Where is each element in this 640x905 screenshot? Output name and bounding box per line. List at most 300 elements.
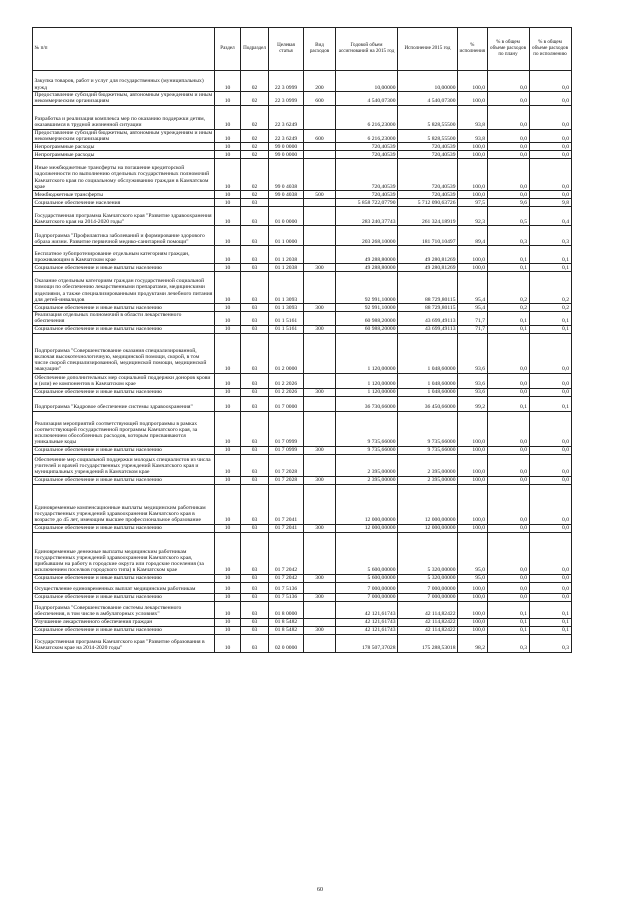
table-cell: 99 0 4038 <box>269 191 304 199</box>
table-cell: 0,1 <box>529 626 571 634</box>
table-cell: 03 <box>241 199 269 207</box>
table-cell: 0,1 <box>529 618 571 626</box>
table-cell: 22 3 6249 <box>269 129 304 143</box>
table-cell: 10 <box>215 143 241 151</box>
table-row <box>33 601 572 618</box>
table-cell: 0,0 <box>487 574 529 582</box>
table-cell: 03 <box>241 325 269 333</box>
table-cell: 03 <box>241 484 269 524</box>
table-cell: 10 <box>215 476 241 484</box>
table-cell: 10 <box>215 388 241 396</box>
table-cell: 5 828,55500 <box>398 105 458 129</box>
table-row <box>33 634 572 652</box>
table-cell: 01 2 0000 <box>269 333 304 373</box>
table-cell: 95,0 <box>458 532 488 574</box>
table-row <box>33 272 572 304</box>
table-cell: 300 <box>304 388 336 396</box>
column-header: Целевая статья <box>269 28 304 71</box>
table-cell: 0,1 <box>487 618 529 626</box>
table-cell: 2 395,00000 <box>336 476 398 484</box>
row-description: Предоставление субсидий бюджетным, автономным учреждениям и иным некоммерческим организациям <box>33 129 215 143</box>
table-cell: 43 699,49113 <box>398 325 458 333</box>
table-cell: 01 1 5161 <box>269 325 304 333</box>
table-cell: 0,0 <box>529 532 571 574</box>
row-description: Социальное обеспечение и иные выплаты населению <box>33 593 215 601</box>
table-row <box>33 129 572 143</box>
table-cell: 600 <box>304 129 336 143</box>
table-cell: 9 735,66000 <box>336 446 398 454</box>
table-cell: 0,0 <box>529 388 571 396</box>
table-cell: 10 <box>215 199 241 207</box>
table-cell: 02 <box>241 92 269 106</box>
table-cell <box>304 532 336 574</box>
table-cell: 22 3 0999 <box>269 71 304 92</box>
table-cell: 720,40539 <box>336 159 398 191</box>
table-cell: 100,0 <box>458 264 488 272</box>
table-cell: 0,0 <box>487 191 529 199</box>
table-row <box>33 199 572 207</box>
budget-table <box>32 27 572 653</box>
table-cell: 02 <box>241 143 269 151</box>
table-cell: 10 <box>215 207 241 226</box>
table-cell: 300 <box>304 264 336 272</box>
table-cell: 0,0 <box>487 159 529 191</box>
table-cell: 720,40539 <box>398 159 458 191</box>
table-cell: 0,0 <box>487 333 529 373</box>
table-cell: 03 <box>241 388 269 396</box>
table-cell: 10 <box>215 618 241 626</box>
table-cell: 71,7 <box>458 325 488 333</box>
table-cell: 500 <box>304 191 336 199</box>
table-row <box>33 388 572 396</box>
table-cell: 43 699,49113 <box>398 312 458 326</box>
table-cell: 0,0 <box>529 524 571 532</box>
table-cell: 03 <box>241 582 269 593</box>
table-cell: 49 288,80000 <box>336 246 398 264</box>
row-description: Социальное обеспечение и иные выплаты населению <box>33 574 215 582</box>
table-cell: 300 <box>304 446 336 454</box>
table-cell: 9,8 <box>529 199 571 207</box>
table-cell: 93,6 <box>458 373 488 388</box>
table-cell: 2 395,00000 <box>336 454 398 476</box>
table-cell: 03 <box>241 601 269 618</box>
table-cell: 0,0 <box>529 129 571 143</box>
row-description: Единовременные денежные выплаты медицинским работникам государственных учреждений здравоохранения Камчатского края, прибывшим на работу в городские округа или городские поселения (за исключением поселков городского типа) в Камчатском крае <box>33 532 215 574</box>
table-cell: 93,6 <box>458 388 488 396</box>
table-cell: 0,0 <box>487 129 529 143</box>
table-cell <box>304 411 336 446</box>
table-cell: 95,4 <box>458 272 488 304</box>
table-cell: 99,2 <box>458 396 488 411</box>
table-cell: 0,0 <box>487 151 529 159</box>
table-cell: 10 <box>215 264 241 272</box>
table-cell: 0,1 <box>529 325 571 333</box>
table-cell: 0,1 <box>487 312 529 326</box>
table-cell: 0,0 <box>487 143 529 151</box>
table-cell: 95,0 <box>458 574 488 582</box>
table-cell: 300 <box>304 524 336 532</box>
row-description: Подпрограмма "Совершенствование системы лекарственного обеспечения, в том числе в амбулаторных условиях" <box>33 601 215 618</box>
table-cell: 300 <box>304 574 336 582</box>
table-cell: 5 828,55500 <box>398 129 458 143</box>
table-cell: 60 988,20000 <box>336 325 398 333</box>
table-cell: 10 <box>215 574 241 582</box>
table-cell: 01 7 5136 <box>269 582 304 593</box>
table-cell: 100,0 <box>458 601 488 618</box>
table-cell: 0,2 <box>529 272 571 304</box>
table-cell: 7 000,00000 <box>398 582 458 593</box>
row-description: Межбюджетные трансферты <box>33 191 215 199</box>
table-cell: 0,0 <box>529 411 571 446</box>
table-cell <box>304 159 336 191</box>
table-cell: 22 3 0999 <box>269 92 304 106</box>
column-header: Годовой объем ассигнований на 2015 год <box>336 28 398 71</box>
table-cell: 100,0 <box>458 484 488 524</box>
table-cell: 12 000,00000 <box>336 484 398 524</box>
table-cell <box>304 143 336 151</box>
table-cell: 03 <box>241 476 269 484</box>
table-cell: 10 <box>215 582 241 593</box>
table-cell: 300 <box>304 476 336 484</box>
table-cell: 1 048,60000 <box>398 373 458 388</box>
table-cell: 5 858 722,07790 <box>336 199 398 207</box>
table-cell: 0,0 <box>529 191 571 199</box>
table-cell: 01 8 5482 <box>269 618 304 626</box>
row-description: Социальное обеспечение и иные выплаты населению <box>33 388 215 396</box>
table-cell: 02 <box>241 151 269 159</box>
table-cell: 01 1 2038 <box>269 264 304 272</box>
table-row <box>33 304 572 312</box>
table-cell: 6 216,23000 <box>336 105 398 129</box>
row-description: Осуществление единовременных выплат медицинским работникам <box>33 582 215 593</box>
table-cell: 01 1 3093 <box>269 272 304 304</box>
table-row <box>33 71 572 92</box>
table-cell: 42 121,61743 <box>336 618 398 626</box>
table-cell: 10 <box>215 304 241 312</box>
table-cell <box>304 373 336 388</box>
table-row <box>33 207 572 226</box>
table-cell: 92 991,10000 <box>336 272 398 304</box>
table-cell: 01 2 2026 <box>269 373 304 388</box>
table-cell <box>304 454 336 476</box>
table-cell: 0,0 <box>529 92 571 106</box>
table-cell: 0,4 <box>529 207 571 226</box>
table-cell: 03 <box>241 264 269 272</box>
table-cell: 9 735,66000 <box>336 411 398 446</box>
table-cell: 03 <box>241 226 269 246</box>
table-cell: 0,0 <box>529 593 571 601</box>
table-cell: 10 <box>215 446 241 454</box>
table-cell: 10 <box>215 159 241 191</box>
table-cell: 0,3 <box>529 634 571 652</box>
table-cell: 100,0 <box>458 71 488 92</box>
table-row <box>33 396 572 411</box>
table-cell: 720,40539 <box>336 191 398 199</box>
table-cell <box>304 618 336 626</box>
table-cell: 10 <box>215 151 241 159</box>
table-row <box>33 454 572 476</box>
table-cell: 01 7 5136 <box>269 593 304 601</box>
table-cell: 0,3 <box>487 634 529 652</box>
table-cell: 203 268,10000 <box>336 226 398 246</box>
table-cell: 60 988,20000 <box>336 312 398 326</box>
table-cell: 88 729,80115 <box>398 304 458 312</box>
table-cell: 01 1 3093 <box>269 304 304 312</box>
table-cell: 100,0 <box>458 618 488 626</box>
table-cell: 720,40539 <box>398 191 458 199</box>
table-cell: 6 216,23000 <box>336 129 398 143</box>
table-cell: 92 991,10000 <box>336 304 398 312</box>
table-cell: 49 280,81269 <box>398 264 458 272</box>
table-cell: 175 288,53018 <box>398 634 458 652</box>
table-cell: 01 7 2041 <box>269 524 304 532</box>
table-row <box>33 618 572 626</box>
table-cell: 03 <box>241 333 269 373</box>
table-cell: 10 <box>215 71 241 92</box>
table-row <box>33 524 572 532</box>
table-cell: 12 000,00000 <box>336 524 398 532</box>
table-cell: 100,0 <box>458 593 488 601</box>
table-cell: 100,0 <box>458 159 488 191</box>
table-cell: 10 <box>215 92 241 106</box>
table-cell: 0,1 <box>529 264 571 272</box>
table-cell: 100,0 <box>458 246 488 264</box>
table-row <box>33 484 572 524</box>
table-cell: 0,0 <box>487 105 529 129</box>
table-cell: 0,0 <box>487 454 529 476</box>
table-cell: 0,0 <box>529 582 571 593</box>
table-cell: 03 <box>241 593 269 601</box>
row-description: Подпрограмма "Совершенствование оказания специализированной, включая высокотехнологичную, медицинской помощи, скорой, в том числе скорой специализированной, медицинской помощи, медицинской эвакуации" <box>33 333 215 373</box>
table-cell: 1 048,60000 <box>398 333 458 373</box>
row-description: Улучшение лекарственного обеспечения граждан <box>33 618 215 626</box>
table-cell: 4 540,07300 <box>398 92 458 106</box>
row-description: Непрограммные расходы <box>33 151 215 159</box>
table-cell: 03 <box>241 246 269 264</box>
row-description: Единовременные компенсационные выплаты медицинским работникам государственных учреждений здравоохранения Камчатского края в возрасте до 45 лет, имеющим высшее профессиональное образование <box>33 484 215 524</box>
table-cell: 0,0 <box>529 159 571 191</box>
table-cell: 0,0 <box>487 476 529 484</box>
table-cell: 93,8 <box>458 129 488 143</box>
page-number: 60 <box>317 887 323 893</box>
row-description: Предоставление субсидий бюджетным, автономным учреждениям и иным некоммерческим организациям <box>33 92 215 106</box>
table-cell: 02 <box>241 129 269 143</box>
table-cell: 100,0 <box>458 524 488 532</box>
table-row <box>33 312 572 326</box>
table-cell: 49 280,81269 <box>398 246 458 264</box>
table-cell: 0,2 <box>529 304 571 312</box>
table-cell: 0,0 <box>529 454 571 476</box>
table-cell: 10,00000 <box>398 71 458 92</box>
table-cell: 01 2 2026 <box>269 388 304 396</box>
table-cell <box>304 601 336 618</box>
table-cell <box>304 333 336 373</box>
table-cell: 0,0 <box>529 476 571 484</box>
table-cell: 99 0 0000 <box>269 143 304 151</box>
table-cell: 10 <box>215 105 241 129</box>
table-cell: 42 114,82422 <box>398 618 458 626</box>
table-cell: 03 <box>241 396 269 411</box>
table-cell: 200 <box>304 71 336 92</box>
table-cell: 03 <box>241 304 269 312</box>
table-cell: 300 <box>304 593 336 601</box>
row-description: Разработка и реализация комплекса мер по оказанию поддержки детям, оказавшимся в трудной жизненной ситуации <box>33 105 215 129</box>
table-cell: 0,0 <box>529 71 571 92</box>
table-cell: 01 7 2042 <box>269 532 304 574</box>
table-cell: 0,0 <box>487 524 529 532</box>
table-cell: 10 <box>215 325 241 333</box>
table-row <box>33 476 572 484</box>
table-cell: 4 540,07300 <box>336 92 398 106</box>
table-cell: 01 1 5161 <box>269 312 304 326</box>
table-cell: 100,0 <box>458 92 488 106</box>
row-description: Непрограммные расходы <box>33 143 215 151</box>
row-description: Социальное обеспечение и иные выплаты населению <box>33 264 215 272</box>
table-cell: 0,0 <box>529 484 571 524</box>
row-description: Государственная программа Камчатского края "Развитие образования в Камчатском крае на 2014-2020 годы" <box>33 634 215 652</box>
table-cell: 03 <box>241 532 269 574</box>
row-description: Социальное обеспечение и иные выплаты населению <box>33 524 215 532</box>
table-body <box>33 71 572 653</box>
row-description: Подпрограмма "Профилактика заболеваний и формирование здорового образа жизни. Развитие первичной медико-санитарной помощи" <box>33 226 215 246</box>
table-cell: 12 000,00000 <box>398 524 458 532</box>
table-row <box>33 226 572 246</box>
table-cell: 0,1 <box>487 325 529 333</box>
table-cell: 93,8 <box>458 105 488 129</box>
table-cell: 300 <box>304 304 336 312</box>
table-cell: 1 120,00000 <box>336 388 398 396</box>
table-cell: 71,7 <box>458 312 488 326</box>
table-cell: 42 114,82422 <box>398 626 458 634</box>
row-description: Оказание отдельным категориям граждан государственной социальной помощи по обеспечению лекарственными препаратами, медицинскими изделиями, а также специализированными продуктами лечебного питания для детей-инвалидов <box>33 272 215 304</box>
table-cell <box>304 582 336 593</box>
table-cell: 2 395,00000 <box>398 454 458 476</box>
table-cell: 100,0 <box>458 582 488 593</box>
table-cell: 95,4 <box>458 304 488 312</box>
table-cell: 0,0 <box>529 574 571 582</box>
table-cell: 0,0 <box>529 143 571 151</box>
table-cell: 02 <box>241 105 269 129</box>
table-cell: 0,1 <box>529 601 571 618</box>
table-cell: 22 3 6249 <box>269 105 304 129</box>
table-cell: 10 <box>215 532 241 574</box>
table-cell <box>304 246 336 264</box>
table-cell: 03 <box>241 618 269 626</box>
row-description: Закупка товаров, работ и услуг для государственных (муниципальных) нужд <box>33 71 215 92</box>
table-cell: 0,0 <box>529 446 571 454</box>
table-cell: 03 <box>241 272 269 304</box>
table-cell: 10 <box>215 226 241 246</box>
table-cell: 10 <box>215 454 241 476</box>
table-cell: 181 710,10497 <box>398 226 458 246</box>
table-cell: 36 450,66000 <box>398 396 458 411</box>
table-cell: 10 <box>215 626 241 634</box>
row-description: Социальное обеспечение и иные выплаты населению <box>33 325 215 333</box>
table-row <box>33 446 572 454</box>
table-cell: 03 <box>241 626 269 634</box>
table-row <box>33 264 572 272</box>
table-cell: 100,0 <box>458 411 488 446</box>
table-cell: 9,6 <box>487 199 529 207</box>
table-row <box>33 411 572 446</box>
table-cell <box>304 226 336 246</box>
table-cell: 0,1 <box>487 246 529 264</box>
row-description: Социальное обеспечение и иные выплаты населению <box>33 446 215 454</box>
table-cell <box>304 151 336 159</box>
table-cell: 600 <box>304 92 336 106</box>
table-cell: 01 7 2028 <box>269 454 304 476</box>
table-cell: 720,40539 <box>336 143 398 151</box>
table-cell: 01 7 2041 <box>269 484 304 524</box>
table-cell: 0,0 <box>529 333 571 373</box>
table-cell: 03 <box>241 524 269 532</box>
table-row <box>33 626 572 634</box>
table-cell: 10 <box>215 601 241 618</box>
table-cell: 01 7 0999 <box>269 446 304 454</box>
table-cell: 10 <box>215 411 241 446</box>
table-cell: 0,0 <box>529 105 571 129</box>
table-cell: 01 8 5482 <box>269 626 304 634</box>
table-cell: 5 712 090,63726 <box>398 199 458 207</box>
table-cell: 99 0 0000 <box>269 151 304 159</box>
table-cell: 01 7 2042 <box>269 574 304 582</box>
table-row <box>33 246 572 264</box>
row-description: Реализация мероприятий соответствующей подпрограммы в рамках соответствующей государственной программы Камчатского края, за исключением обособленных расходов, которым присваиваются уникальные коды <box>33 411 215 446</box>
table-cell: 36 730,66000 <box>336 396 398 411</box>
table-cell: 100,0 <box>458 446 488 454</box>
table-row <box>33 532 572 574</box>
table-cell: 0,0 <box>529 373 571 388</box>
column-header: Исполнение 2015 год <box>398 28 458 71</box>
table-cell: 03 <box>241 574 269 582</box>
table-cell: 0,1 <box>529 246 571 264</box>
column-header: % в общем объеме расходов по исполнению <box>529 28 571 71</box>
table-cell: 2 395,00000 <box>398 476 458 484</box>
table-cell: 01 1 2038 <box>269 246 304 264</box>
table-cell: 7 000,00000 <box>398 593 458 601</box>
table-cell: 49 288,80000 <box>336 264 398 272</box>
table-cell: 1 120,00000 <box>336 333 398 373</box>
table-cell: 42 121,61743 <box>336 626 398 634</box>
table-cell: 0,0 <box>487 484 529 524</box>
table-cell: 261 324,18919 <box>398 207 458 226</box>
table-row <box>33 593 572 601</box>
table-cell: 92,3 <box>458 207 488 226</box>
table-cell: 7 000,00000 <box>336 582 398 593</box>
table-cell: 89,4 <box>458 226 488 246</box>
table-cell: 10 <box>215 593 241 601</box>
table-cell: 10 <box>215 484 241 524</box>
table-cell: 10,00000 <box>336 71 398 92</box>
table-cell: 0,0 <box>487 582 529 593</box>
table-cell <box>269 199 304 207</box>
table-cell: 03 <box>241 634 269 652</box>
table-cell: 01 0 0000 <box>269 207 304 226</box>
table-cell: 10 <box>215 246 241 264</box>
table-cell: 10 <box>215 312 241 326</box>
table-cell: 12 000,00000 <box>398 484 458 524</box>
table-cell: 03 <box>241 312 269 326</box>
table-cell: 100,0 <box>458 143 488 151</box>
table-cell <box>304 634 336 652</box>
table-cell: 42 114,82422 <box>398 601 458 618</box>
table-cell <box>304 484 336 524</box>
row-description: Обеспечение мер социальной поддержки молодых специалистов из числа учителей и врачей государственных учреждений Камчатского края и муниципальных учреждений в Камчатском крае <box>33 454 215 476</box>
table-cell: 100,0 <box>458 151 488 159</box>
table-cell: 178 507,37028 <box>336 634 398 652</box>
table-cell: 03 <box>241 207 269 226</box>
table-row <box>33 325 572 333</box>
